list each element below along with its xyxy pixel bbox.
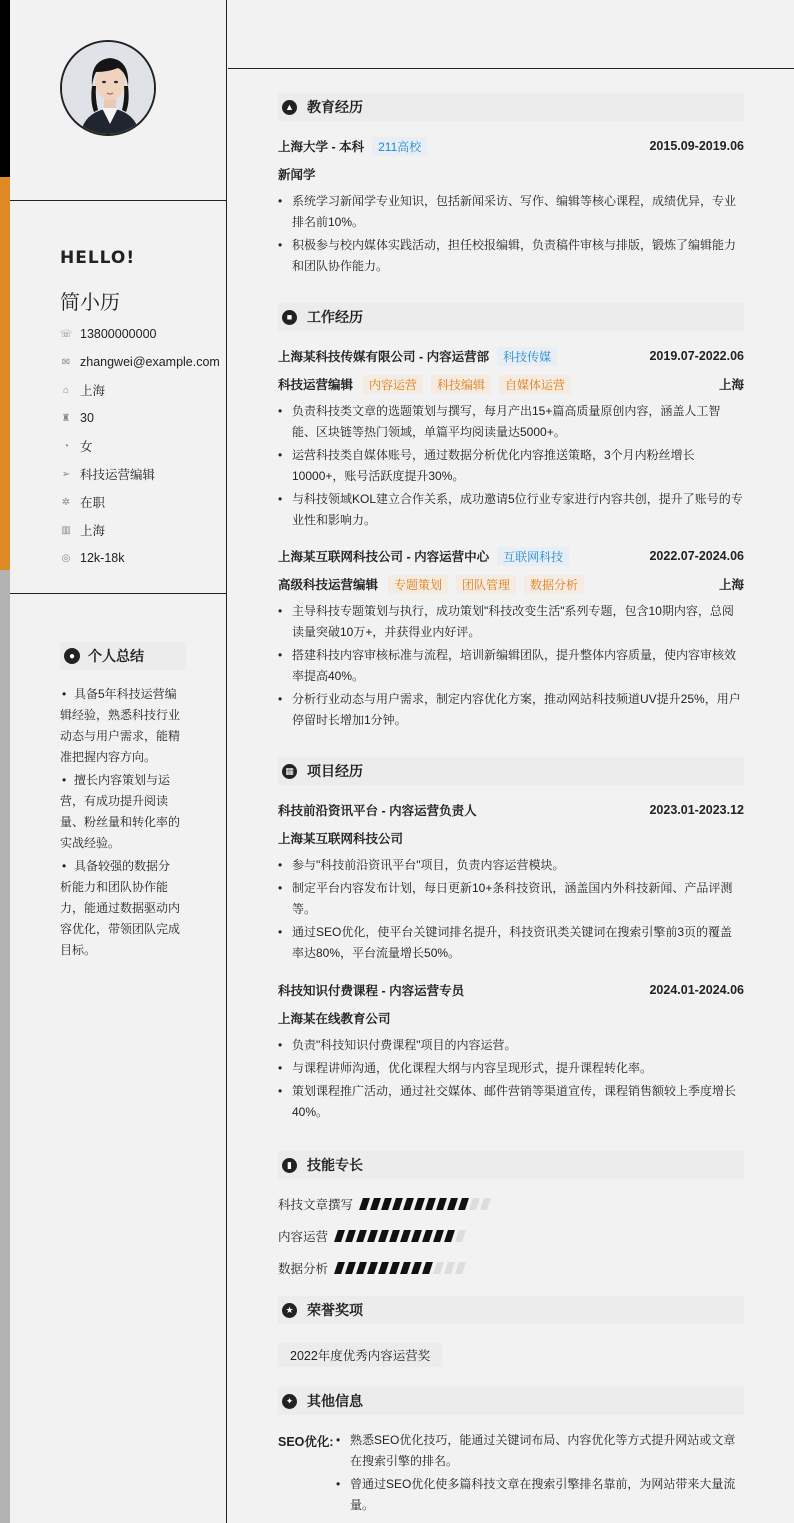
skill-segment-filled	[422, 1230, 433, 1242]
list-item: • 系统学习新闻学专业知识，包括新闻采访、写作、编辑等核心课程，成绩优异，专业排名前10%。	[278, 194, 737, 229]
sidebar	[10, 0, 227, 1523]
list-item: • 擅长内容策划与运营，有成功提升阅读量、粉丝量和转化率的实战经验。	[60, 773, 181, 850]
list-item: • 与科技领域KOL建立合作关系，成功邀请5位行业专家进行内容共创，提升了账号的专业性和影响力。	[278, 492, 743, 527]
avatar	[60, 40, 156, 136]
skill-segment-filled	[367, 1230, 378, 1242]
candidate-name: 简小历	[60, 292, 120, 314]
graduation-cap-icon: ▲	[282, 100, 297, 115]
avatar-portrait-icon	[62, 42, 156, 136]
skill-name: 科技文章撰写	[278, 1198, 354, 1212]
contact-info-list	[60, 320, 220, 572]
skill-tag: 专题策划	[388, 575, 448, 594]
skill-segment-filled	[444, 1230, 455, 1242]
list-item: • 主导科技专题策划与执行，成功策划"科技改变生活"系列专题，包含10期内容，总阅读量突破10万+，并获得业内好评。	[278, 604, 734, 639]
project-row	[278, 800, 744, 820]
position-row	[278, 374, 744, 394]
job-bullets	[278, 401, 744, 533]
header-divider	[228, 68, 794, 69]
project-name: 科技知识付费课程 - 内容运营专员	[278, 984, 465, 998]
company-name: 上海某科技传媒有限公司 - 内容运营部	[278, 350, 490, 364]
project-bullets	[278, 855, 744, 966]
major: 新闻学	[278, 168, 316, 182]
skill-segment-filled	[356, 1230, 367, 1242]
list-item: • 通过SEO优化，使平台关键词排名提升，科技资讯类关键词在搜索引擎前3页的覆盖率达80%，平台流量增长50%。	[278, 925, 733, 960]
project-company: 上海某互联网科技公司	[278, 832, 404, 846]
list-item: • 搭建科技内容审核标准与流程，培训新编辑团队，提升整体内容质量，使内容审核效率提高40%。	[278, 648, 737, 683]
skill-segment-filled	[381, 1198, 392, 1210]
send-icon: ➢	[61, 468, 71, 480]
project-company-row	[278, 1008, 744, 1028]
work-header: ■ 工作经历	[278, 303, 744, 331]
project-company-row	[278, 828, 744, 848]
cake-icon: ♜	[61, 412, 71, 424]
company-name: 上海某互联网科技公司 - 内容运营中心	[278, 550, 490, 564]
skill-row	[278, 1258, 468, 1278]
home-icon: ⌂	[62, 384, 70, 396]
bar-chart-icon: ▮	[282, 1158, 297, 1173]
accent-strip-orange	[0, 177, 10, 570]
sidebar-divider	[10, 200, 227, 201]
skill-segment-filled	[422, 1262, 433, 1274]
info-residence: ⌂ 上海	[60, 376, 220, 404]
skill-tag: 内容运营	[363, 375, 423, 394]
job-bullets	[278, 601, 744, 733]
project-date: 2024.01-2024.06	[649, 983, 744, 997]
list-item: • 具备5年科技运营编辑经验，熟悉科技行业动态与用户需求，能精准把握内容方向。	[60, 687, 181, 764]
info-icon: ✦	[282, 1394, 297, 1409]
other-header: ✦ 其他信息	[278, 1387, 744, 1415]
phone-icon: ☏	[59, 328, 73, 340]
info-salary: ◎ 12k-18k	[61, 551, 125, 565]
position: 科技运营编辑	[278, 378, 354, 392]
award-item: 2022年度优秀内容运营奖	[278, 1343, 442, 1367]
skill-segment-filled	[359, 1198, 370, 1210]
list-item: • 积极参与校内媒体实践活动，担任校报编辑，负责稿件审核与排版，锻炼了编辑能力和团队协作能力。	[278, 238, 737, 273]
skill-segment-empty	[433, 1262, 444, 1274]
skill-row	[278, 1226, 468, 1246]
skill-segment-empty	[469, 1198, 480, 1210]
job-row	[278, 346, 744, 366]
project-date: 2023.01-2023.12	[649, 803, 744, 817]
salary-icon: ◎	[61, 552, 71, 564]
info-age: ♜ 30	[61, 411, 94, 425]
skill-segment-filled	[400, 1262, 411, 1274]
skill-segment-filled	[411, 1262, 422, 1274]
position: 高级科技运营编辑	[278, 578, 379, 592]
skill-segment-filled	[345, 1262, 356, 1274]
info-phone: ☏ 13800000000	[59, 327, 157, 341]
list-item: • 策划课程推广活动，通过社交媒体、邮件营销等渠道宣传，课程销售额较上季度增长40%。	[278, 1084, 737, 1119]
accent-strip-gray	[0, 570, 10, 1523]
skill-level-bar	[336, 1262, 468, 1274]
mail-icon: ✉	[61, 356, 71, 368]
skill-segment-filled	[458, 1198, 469, 1210]
skill-segment-filled	[345, 1230, 356, 1242]
gender-icon: ◔	[62, 440, 70, 452]
skill-segment-filled	[403, 1198, 414, 1210]
skill-segment-filled	[414, 1198, 425, 1210]
education-bullets	[278, 191, 744, 279]
project-bullets	[278, 1035, 744, 1125]
project-company: 上海某在线教育公司	[278, 1012, 391, 1026]
skill-segment-filled	[447, 1198, 458, 1210]
info-target-city: ▥ 上海	[61, 524, 106, 538]
hello-heading: HELLO!	[60, 248, 136, 268]
award-icon: ★	[282, 1303, 297, 1318]
skill-segment-empty	[455, 1230, 466, 1242]
info-status: ✲ 在职	[61, 496, 106, 510]
status-icon: ✲	[61, 496, 71, 508]
job-city: 上海	[718, 378, 744, 392]
skill-segment-filled	[411, 1230, 422, 1242]
summary-header: ● 个人总结	[60, 642, 186, 670]
skill-segment-empty	[444, 1262, 455, 1274]
skill-segment-filled	[367, 1262, 378, 1274]
skill-segment-filled	[378, 1262, 389, 1274]
skill-name: 数据分析	[278, 1262, 329, 1276]
info-target-position: ➢ 科技运营编辑	[61, 468, 156, 482]
list-item: • 运营科技类自媒体账号，通过数据分析优化内容推送策略，3个月内粉丝增长10000+，账号活跃度提升30%。	[278, 448, 695, 483]
skill-level-bar	[361, 1198, 493, 1210]
info-email: ✉ zhangwei@example.com	[61, 355, 220, 369]
skill-row	[278, 1194, 493, 1214]
list-item: • 制定平台内容发布计划，每日更新10+条科技资讯，涵盖国内外科技新闻、产品评测等。	[278, 881, 733, 916]
job-city: 上海	[718, 578, 744, 592]
accent-strip-black	[0, 0, 10, 177]
school-tag: 211高校	[372, 137, 427, 156]
grid-icon: ▦	[282, 764, 297, 779]
job-date: 2022.07-2024.06	[649, 549, 744, 563]
industry-tag: 科技传媒	[497, 347, 557, 366]
skill-segment-filled	[389, 1262, 400, 1274]
education-row	[278, 136, 744, 156]
job-date: 2019.07-2022.06	[649, 349, 744, 363]
list-item: • 与课程讲师沟通，优化课程大纲与内容呈现形式，提升课程转化率。	[278, 1061, 653, 1075]
skill-segment-filled	[356, 1262, 367, 1274]
list-item: • 负责科技类文章的选题策划与撰写，每月产出15+篇高质量原创内容，涵盖人工智能、区块链等热门领域，单篇平均阅读量达5000+。	[278, 404, 721, 439]
list-item: • 曾通过SEO优化使多篇科技文章在搜索引擎排名靠前，为网站带来大量流量。	[336, 1477, 736, 1512]
honors-header: ★ 荣誉奖项	[278, 1296, 744, 1324]
person-icon: ●	[64, 648, 80, 664]
projects-header: ▦ 项目经历	[278, 757, 744, 785]
briefcase-icon: ■	[282, 310, 297, 325]
other-bullets	[336, 1430, 744, 1518]
sidebar-divider	[10, 593, 227, 594]
project-row	[278, 980, 744, 1000]
list-item: • 负责"科技知识付费课程"项目的内容运营。	[278, 1038, 517, 1052]
info-gender: ◔ 女	[60, 432, 220, 460]
skill-segment-empty	[480, 1198, 491, 1210]
skill-tag: 自媒体运营	[499, 375, 571, 394]
summary-list	[60, 684, 180, 963]
list-item: • 分析行业动态与用户需求，制定内容优化方案，推动网站科技频道UV提升25%，用户停留时长增加1分钟。	[278, 692, 741, 727]
industry-tag: 互联网科技	[497, 547, 569, 566]
skill-tag: 团队管理	[456, 575, 516, 594]
skill-segment-filled	[389, 1230, 400, 1242]
education-date: 2015.09-2019.06	[649, 139, 744, 153]
skill-name: 内容运营	[278, 1230, 329, 1244]
job-row	[278, 546, 744, 566]
skill-segment-filled	[400, 1230, 411, 1242]
education-header: ▲ 教育经历	[278, 93, 744, 121]
skill-segment-filled	[425, 1198, 436, 1210]
skill-segment-empty	[455, 1262, 466, 1274]
other-label: SEO优化:	[278, 1435, 334, 1449]
skills-header: ▮ 技能专长	[278, 1151, 744, 1179]
skill-tag: 数据分析	[524, 575, 584, 594]
skill-segment-filled	[370, 1198, 381, 1210]
list-item: • 参与"科技前沿资讯平台"项目，负责内容运营模块。	[278, 858, 565, 872]
list-item: • 熟悉SEO优化技巧，能通过关键词布局、内容优化等方式提升网站或文章在搜索引擎的排名。	[336, 1433, 736, 1468]
major-row	[278, 164, 744, 184]
project-name: 科技前沿资讯平台 - 内容运营负责人	[278, 804, 477, 818]
position-row	[278, 574, 744, 594]
skill-segment-filled	[334, 1230, 345, 1242]
skill-segment-filled	[433, 1230, 444, 1242]
skill-segment-filled	[436, 1198, 447, 1210]
skill-segment-filled	[334, 1262, 345, 1274]
skill-segment-filled	[392, 1198, 403, 1210]
skill-segment-filled	[378, 1230, 389, 1242]
list-item: • 具备较强的数据分析能力和团队协作能力，能通过数据驱动内容优化，带领团队完成目标。	[60, 859, 181, 957]
skill-level-bar	[336, 1230, 468, 1242]
skill-tag: 科技编辑	[431, 375, 491, 394]
school-name: 上海大学 - 本科	[278, 140, 365, 154]
building-icon: ▥	[61, 524, 71, 536]
